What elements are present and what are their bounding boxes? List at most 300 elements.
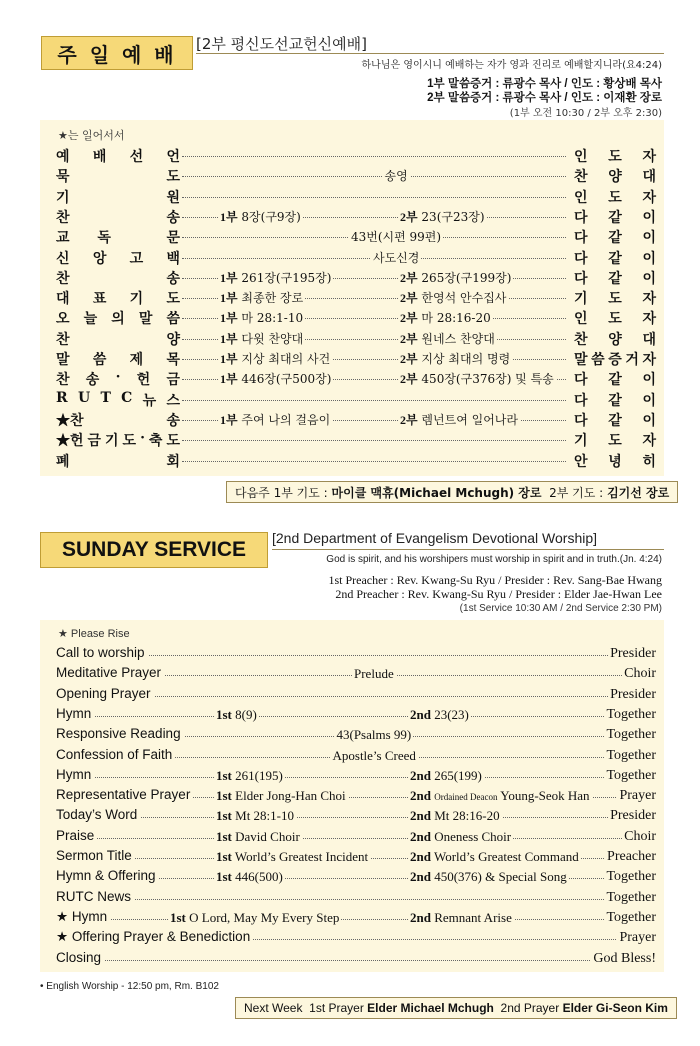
en-order-row <box>56 726 656 744</box>
ko-label-char: · <box>140 430 145 447</box>
ko-role-char: 다 <box>574 230 588 247</box>
ko-row-role <box>574 187 656 207</box>
ko-part2-text: 렘넌트여 일어나라 <box>421 412 518 427</box>
ko-role-char: 이 <box>642 392 656 409</box>
en-row-center: Apostle’s Creed <box>332 747 416 763</box>
dotted-leader <box>182 197 566 198</box>
ko-role-char: 히 <box>642 453 656 470</box>
ko-label-char: 찬 <box>56 270 70 287</box>
ko-part2-tag: 2부 <box>400 209 418 224</box>
en-row-role: God Bless! <box>593 950 656 966</box>
en-row-label: Representative Prayer <box>56 787 193 802</box>
ko-label-char: 목 <box>166 352 180 368</box>
en-row-part-2 <box>408 829 513 845</box>
en-subtitle: [2nd Department of Evangelism Devotional Worship] <box>272 530 598 546</box>
ko-role-char: 인 <box>574 311 588 328</box>
ko-label-char: U <box>77 389 91 406</box>
ko-part1-tag: 1부 <box>220 331 238 346</box>
ko-part2-tag: 2부 <box>400 331 418 346</box>
en-order-row <box>56 665 656 683</box>
ko-row-role <box>574 430 656 450</box>
ko-role-char: 이 <box>642 372 656 389</box>
ko-role-char: 이 <box>642 230 656 247</box>
en-order-row <box>56 787 656 805</box>
ko-role-char: 씀 <box>591 352 605 368</box>
ko-label-char: 금 <box>166 372 180 389</box>
ko-verse: 하나님은 영이시니 예배하는 자가 영과 진리로 예배할지니라(요4:24) <box>361 60 662 71</box>
ko-row-role <box>574 369 656 389</box>
ko-label-char: 금 <box>87 433 102 450</box>
en-part1-text: O Lord, May My Every Step <box>189 909 340 925</box>
ko-role-char: 자 <box>642 311 656 328</box>
en-part1-tag: 1st <box>216 788 232 804</box>
en-row-role: Together <box>606 727 656 743</box>
en-next-label-1: 1st Prayer <box>309 1001 364 1015</box>
en-verse: God is spirit, and his worshipers must worship in spirit and in truth.(Jn. 4:24) <box>326 554 662 565</box>
en-order-row <box>56 747 656 765</box>
ko-role-char: 같 <box>608 270 622 287</box>
ko-role-char: 증 <box>608 352 622 368</box>
ko-row-label <box>56 146 180 166</box>
ko-label-char: 의 <box>111 311 125 328</box>
ko-preacher-line-2: 2부 말씀증거 : 류광수 목사 / 인도 : 이재환 장로 <box>427 92 662 104</box>
ko-label-char: 묵 <box>56 169 70 186</box>
en-row-part-1 <box>214 869 285 885</box>
en-row-center: 43(Psalms 99) <box>336 727 412 743</box>
ko-order-row <box>56 207 656 225</box>
ko-label-char: 찬 <box>56 331 70 348</box>
en-part2-text: 265(199) <box>434 767 482 783</box>
ko-part1-tag: 1부 <box>220 291 238 306</box>
ko-role-char: 거 <box>625 352 639 368</box>
en-row-label: Sermon Title <box>56 848 135 863</box>
ko-label-char: 회 <box>166 453 180 470</box>
en-row-role: Choir <box>624 666 656 682</box>
ko-label-char: 도 <box>166 433 180 450</box>
en-part1-tag: 1st <box>216 808 232 824</box>
en-header-rule <box>272 549 664 550</box>
en-order-row <box>56 848 656 866</box>
ko-label-char: ★찬 <box>56 412 84 429</box>
ko-part1-tag: 1부 <box>220 209 238 224</box>
ko-role-char: 다 <box>574 270 588 287</box>
en-part1-text: World’s Greatest Incident <box>234 849 369 864</box>
ko-row-part-1 <box>218 330 305 347</box>
ko-role-char: 같 <box>608 392 622 409</box>
ko-role-char: 같 <box>608 412 622 429</box>
ko-label-char: 도 <box>166 291 180 308</box>
ko-label-char: 배 <box>92 149 107 165</box>
en-order-row <box>56 868 656 886</box>
ko-part1-text: 마 28:1-10 <box>241 311 304 326</box>
en-row-label: Praise <box>56 828 97 843</box>
dotted-leader <box>60 777 652 778</box>
ko-order-row <box>56 349 656 367</box>
ko-role-char: 같 <box>608 372 622 389</box>
en-row-part-2 <box>408 910 514 926</box>
dotted-leader <box>182 176 566 177</box>
ko-row-part-2 <box>398 208 487 225</box>
ko-row-part-1 <box>218 370 333 387</box>
ko-order-row <box>56 248 656 266</box>
ko-row-label <box>56 308 180 328</box>
ko-role-char: 기 <box>574 291 588 308</box>
en-part2-tag: 2nd <box>410 808 431 824</box>
ko-label-char: 백 <box>166 250 180 267</box>
ko-part2-tag: 2부 <box>400 270 418 285</box>
en-part2-text: 450(376) & Special Song <box>434 869 567 885</box>
ko-role-char: 같 <box>608 209 622 226</box>
ko-row-label <box>56 430 180 450</box>
en-part1-text: 8(9) <box>235 706 257 722</box>
en-part2-tag: 2nd <box>410 909 431 925</box>
ko-part1-tag: 1부 <box>220 311 238 326</box>
en-row-part-2 <box>408 808 502 824</box>
ko-row-role <box>574 451 656 471</box>
ko-next-label-2: 2부 기도 : <box>549 485 604 500</box>
en-row-part-1 <box>214 788 348 804</box>
en-row-label: Opening Prayer <box>56 686 154 701</box>
ko-next-week-prayer <box>226 481 678 503</box>
ko-label-char: · <box>115 369 121 386</box>
en-part2-text: Mt 28:16-20 <box>434 808 500 824</box>
ko-row-part-1 <box>218 411 332 428</box>
ko-role-char: 다 <box>574 372 588 389</box>
ko-order-row <box>56 146 656 164</box>
en-row-part-1 <box>214 768 285 784</box>
ko-part2-tag: 2부 <box>400 311 418 326</box>
dotted-leader <box>60 960 652 961</box>
ko-role-char: 이 <box>642 250 656 267</box>
ko-label-char: 송 <box>166 209 180 226</box>
en-part1-tag: 1st <box>216 767 232 783</box>
en-row-role: Together <box>606 767 656 783</box>
en-order-row <box>56 807 656 825</box>
en-row-label: Today’s Word <box>56 807 140 822</box>
ko-label-char: 스 <box>166 392 180 409</box>
ko-role-char: 자 <box>642 291 656 308</box>
ko-next-name-1: 마이클 맥휴(Michael Mchugh) 장로 <box>331 485 542 500</box>
en-order-row <box>56 909 656 927</box>
ko-part1-text: 최종한 장로 <box>241 291 304 306</box>
ko-header-rule <box>196 53 664 54</box>
en-part1-text: 446(500) <box>235 869 283 885</box>
ko-order-row <box>56 369 656 387</box>
ko-role-char: 다 <box>574 209 588 226</box>
ko-label-char: C <box>121 389 133 406</box>
ko-label-char: 축 <box>148 433 163 450</box>
ko-label-char: T <box>100 389 111 406</box>
en-order-row <box>56 950 656 968</box>
ko-row-role <box>574 207 656 227</box>
ko-label-char: R <box>56 389 68 406</box>
ko-order-row <box>56 187 656 205</box>
en-part1-tag: 1st <box>216 849 232 864</box>
ko-label-char: 찬 <box>56 209 70 226</box>
dotted-leader <box>182 461 566 462</box>
ko-part2-text: 마 28:16-20 <box>421 311 491 326</box>
dotted-leader <box>182 156 566 157</box>
ko-part1-tag: 1부 <box>220 270 238 285</box>
ko-row-label <box>56 207 180 227</box>
ko-role-char: 이 <box>642 412 656 429</box>
ko-row-part-1 <box>218 269 333 286</box>
dotted-leader <box>182 400 566 401</box>
dotted-leader <box>60 655 652 656</box>
ko-row-part-1 <box>218 309 305 326</box>
ko-row-part-1 <box>218 289 305 306</box>
ko-row-center: 사도신경 <box>373 250 420 265</box>
ko-header-box <box>41 36 193 70</box>
en-row-role: Presider <box>610 808 656 824</box>
dotted-leader <box>60 899 652 900</box>
ko-role-char: 이 <box>642 270 656 287</box>
ko-part1-tag: 1부 <box>220 352 238 366</box>
ko-label-char: 송 <box>166 270 180 287</box>
en-row-role: Presider <box>610 686 656 702</box>
en-part2-tag: 2nd <box>410 869 431 885</box>
en-row-role: Together <box>606 889 656 905</box>
en-row-part-2 <box>408 788 592 804</box>
en-part1-text: Mt 28:1-10 <box>235 808 295 824</box>
ko-order-row <box>56 268 656 286</box>
ko-row-label <box>56 248 180 268</box>
en-row-role: Prayer <box>619 930 656 946</box>
ko-row-center: 송영 <box>384 169 408 184</box>
en-row-label: Closing <box>56 950 104 965</box>
dotted-leader <box>60 838 652 839</box>
dotted-leader <box>60 919 652 920</box>
ko-part1-text: 261장(구195장) <box>241 270 332 285</box>
en-next-label: Next Week <box>244 1001 303 1015</box>
en-row-role: Preacher <box>607 849 656 864</box>
en-row-label: ★ Offering Prayer & Benediction <box>56 929 253 945</box>
ko-role-char: 인 <box>574 149 588 165</box>
ko-part2-text: 23(구23장) <box>421 209 485 224</box>
ko-label-char: 도 <box>122 433 137 450</box>
ko-role-char: 같 <box>608 230 622 247</box>
ko-label-char: 찬 <box>56 372 70 389</box>
ko-role-char: 찬 <box>574 331 588 348</box>
ko-header-title: 주 일 예 배 <box>57 42 177 67</box>
ko-label-char: 말 <box>138 311 153 328</box>
ko-row-label <box>56 369 180 389</box>
ko-row-label <box>56 390 180 410</box>
ko-order-row <box>56 288 656 306</box>
ko-order-row <box>56 227 656 245</box>
ko-role-char: 다 <box>574 412 588 429</box>
ko-role-char: 양 <box>608 331 622 348</box>
ko-label-char: 헌 <box>136 372 151 389</box>
ko-row-role <box>574 248 656 268</box>
ko-row-part-2 <box>398 309 493 326</box>
en-row-part-2 <box>408 869 569 885</box>
en-order-row <box>56 686 656 704</box>
en-part2-text: World’s Greatest Command <box>433 849 579 864</box>
ko-order-row <box>56 166 656 184</box>
en-next-name-2: Elder Gi-Seon Kim <box>562 1001 668 1015</box>
en-next-week-prayer <box>235 997 677 1019</box>
ko-row-part-1 <box>218 208 303 225</box>
ko-role-char: 자 <box>642 433 656 450</box>
en-row-label: ★ Hymn <box>56 909 110 925</box>
ko-row-label <box>56 227 180 247</box>
ko-row-part-1 <box>218 350 332 367</box>
ko-label-char: 고 <box>129 250 144 267</box>
ko-part2-tag: 2부 <box>400 412 418 427</box>
ko-label-char: 씀 <box>92 352 107 368</box>
ko-role-char: 다 <box>574 392 588 409</box>
ko-row-role <box>574 308 656 328</box>
en-row-part-1 <box>214 808 296 824</box>
en-order-row <box>56 767 656 785</box>
ko-role-char: 도 <box>608 291 622 308</box>
ko-part2-tag: 2부 <box>400 372 418 387</box>
ko-order-row <box>56 430 656 448</box>
en-part2-prefix: Ordained Deacon <box>434 792 498 803</box>
en-row-part-2 <box>408 707 471 723</box>
ko-part2-text: 한영석 안수집사 <box>421 291 507 306</box>
ko-label-char: 폐 <box>56 453 70 470</box>
ko-row-part-2 <box>398 269 513 286</box>
en-row-role: Together <box>606 909 656 925</box>
en-part1-text: 261(195) <box>235 767 283 783</box>
en-row-label: Call to worship <box>56 645 148 660</box>
ko-role-char: 자 <box>642 149 656 165</box>
ko-role-char: 말 <box>574 352 588 368</box>
en-order-row <box>56 706 656 724</box>
ko-label-char: 기 <box>129 291 144 308</box>
ko-label-char: 예 <box>56 149 70 165</box>
ko-row-role <box>574 329 656 349</box>
ko-label-char: 씀 <box>166 311 180 328</box>
en-part1-tag: 1st <box>170 909 186 925</box>
ko-row-part-2 <box>398 350 512 367</box>
en-row-label: Meditative Prayer <box>56 665 164 680</box>
ko-role-char: 도 <box>608 149 622 165</box>
ko-row-part-2 <box>398 330 497 347</box>
ko-part2-text: 450장(구376장) 및 특송 <box>421 372 554 387</box>
dotted-leader <box>60 817 652 818</box>
ko-row-label <box>56 410 180 430</box>
en-preacher-line-1: 1st Preacher : Rev. Kwang-Su Ryu / Presider : Rev. Sang-Bae Hwang <box>328 573 662 587</box>
ko-row-role <box>574 166 656 186</box>
ko-role-char: 찬 <box>574 169 588 186</box>
en-row-role: Presider <box>610 646 656 661</box>
en-part2-tag: 2nd <box>410 828 431 844</box>
ko-role-char: 자 <box>642 189 656 206</box>
ko-next-name-2: 김기선 장로 <box>607 485 670 500</box>
en-part2-text: Oneness Choir <box>434 828 512 844</box>
en-part1-tag: 1st <box>216 706 232 722</box>
ko-role-char: 도 <box>608 189 622 206</box>
en-part2-text: 23(23) <box>434 706 469 722</box>
ko-row-role <box>574 349 656 369</box>
en-header-title: SUNDAY SERVICE <box>61 538 247 561</box>
ko-label-char: 언 <box>166 149 180 165</box>
en-part2-tag: 2nd <box>410 788 431 804</box>
ko-row-part-2 <box>398 289 508 306</box>
ko-label-char: 말 <box>56 352 70 368</box>
en-order-row <box>56 645 656 663</box>
ko-part2-tag: 2부 <box>400 352 418 366</box>
ko-subtitle: [2부 평신도선교헌신예배] <box>196 35 367 53</box>
ko-part1-tag: 1부 <box>220 412 238 427</box>
ko-order-row <box>56 451 656 469</box>
ko-rise-note: ★는 일어서서 <box>58 129 125 142</box>
ko-label-char: 표 <box>92 291 107 308</box>
dotted-leader <box>60 716 652 717</box>
ko-order-row <box>56 390 656 408</box>
ko-row-center: 43번(시편 99편) <box>351 230 442 245</box>
english-worship-note: • English Worship - 12:50 pm, Rm. B102 <box>40 981 219 992</box>
ko-role-char: 도 <box>608 433 622 450</box>
en-row-label: RUTC News <box>56 889 134 904</box>
ko-role-char: 도 <box>608 311 622 328</box>
en-order-row <box>56 828 656 846</box>
en-part1-tag: 1st <box>216 869 232 885</box>
ko-role-char: 대 <box>642 331 656 348</box>
ko-role-char: 기 <box>574 433 588 450</box>
ko-label-char: 송 <box>166 412 180 429</box>
en-rise-note: ★ Please Rise <box>58 628 130 640</box>
en-row-label: Responsive Reading <box>56 726 184 741</box>
ko-row-role <box>574 146 656 166</box>
ko-part1-tag: 1부 <box>220 372 238 387</box>
ko-row-label <box>56 349 180 369</box>
ko-role-char: 대 <box>642 169 656 186</box>
ko-role-char: 안 <box>574 453 588 470</box>
ko-row-label <box>56 451 180 471</box>
en-part2-tag: 2nd <box>410 849 431 864</box>
ko-part1-text: 8장(구9장) <box>241 209 301 224</box>
ko-row-label <box>56 187 180 207</box>
en-row-label: Hymn & Offering <box>56 868 159 883</box>
en-row-label: Hymn <box>56 767 94 782</box>
en-row-part-1 <box>214 849 370 865</box>
en-part2-tag: 2nd <box>410 767 431 783</box>
ko-label-char: 제 <box>129 352 144 368</box>
en-row-center: Prelude <box>354 666 394 682</box>
ko-label-char: 기 <box>56 189 70 206</box>
ko-label-char: 양 <box>166 331 180 348</box>
en-row-role: Together <box>606 747 656 763</box>
ko-role-char: 이 <box>642 209 656 226</box>
ko-preacher-line-1: 1부 말씀증거 : 류광수 목사 / 인도 : 황상배 목사 <box>427 78 662 90</box>
en-row-label: Confession of Faith <box>56 747 175 762</box>
en-part2-text: Remnant Arise <box>434 909 512 925</box>
ko-label-char: 도 <box>166 169 180 186</box>
en-row-role: Together <box>606 706 656 722</box>
en-next-label-2: 2nd Prayer <box>500 1001 560 1015</box>
ko-row-part-2 <box>398 370 556 387</box>
ko-part2-tag: 2부 <box>400 291 418 306</box>
ko-row-role <box>574 410 656 430</box>
ko-next-label-1: 다음주 1부 기도 : <box>235 485 328 500</box>
ko-row-label <box>56 288 180 308</box>
ko-part1-text: 446장(구500장) <box>241 372 332 387</box>
ko-row-role <box>574 390 656 410</box>
en-part1-text: David Choir <box>235 828 300 844</box>
ko-row-label <box>56 268 180 288</box>
ko-label-char: 뉴 <box>142 392 157 409</box>
ko-label-char: 선 <box>129 149 144 165</box>
ko-row-role <box>574 227 656 247</box>
ko-part1-text: 주여 나의 걸음이 <box>241 412 331 427</box>
ko-role-char: 인 <box>574 189 588 206</box>
ko-label-char: 앙 <box>92 250 107 267</box>
ko-label-char: 독 <box>97 230 111 247</box>
